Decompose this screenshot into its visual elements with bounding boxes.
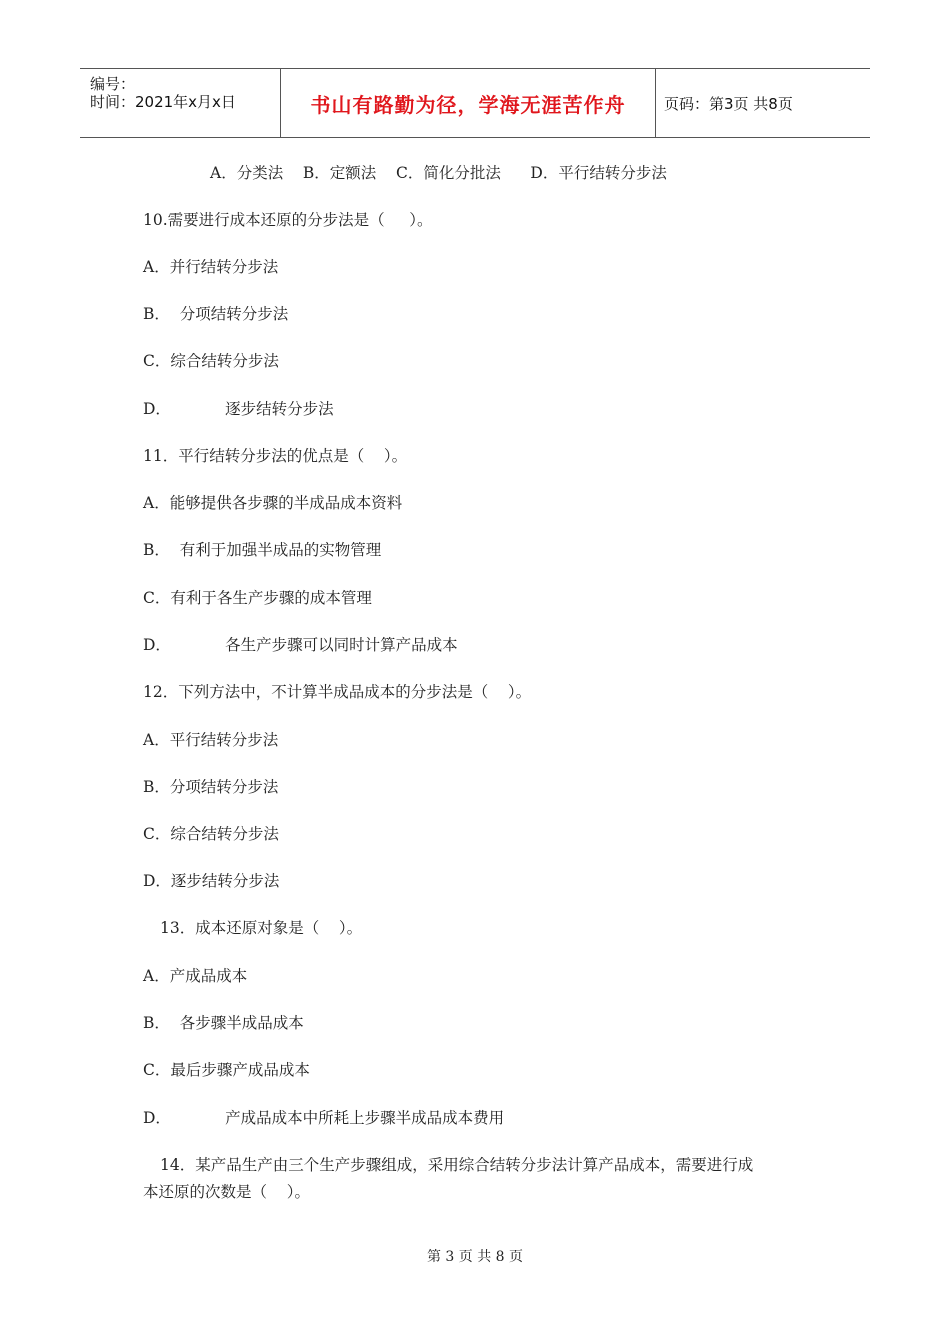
question-12: 12．下列方法中，不计算半成品成本的分步法是（ ）。 xyxy=(143,683,532,701)
code-label: 编号： xyxy=(90,75,136,93)
option-10b: B． 分项结转分步法 xyxy=(143,305,289,323)
question-11: 11．平行结转分步法的优点是（ ）。 xyxy=(143,447,408,465)
option-12c: C．综合结转分步法 xyxy=(143,825,279,843)
header-motto-cell xyxy=(280,69,656,137)
option-11d: D． 各生产步骤可以同时计算产品成本 xyxy=(143,636,458,654)
page-label: 页码：第3页 共8页 xyxy=(664,95,793,113)
option-13d: D． 产成品成本中所耗上步骤半成品成本费用 xyxy=(143,1109,505,1127)
options-line-q9: A．分类法 B．定额法 C．简化分批法 D．平行结转分步法 xyxy=(210,164,667,182)
option-13c: C．最后步骤产成品成本 xyxy=(143,1061,310,1079)
option-13b: B． 各步骤半成品成本 xyxy=(143,1014,304,1032)
question-13: 13．成本还原对象是（ ）。 xyxy=(160,919,363,937)
option-12b: B．分项结转分步法 xyxy=(143,778,279,796)
question-10: 10.需要进行成本还原的分步法是（ ）。 xyxy=(143,211,433,229)
option-12a: A．平行结转分步法 xyxy=(143,731,279,749)
option-10d: D． 逐步结转分步法 xyxy=(143,400,334,418)
option-11c: C．有利于各生产步骤的成本管理 xyxy=(143,589,372,607)
option-11a: A．能够提供各步骤的半成品成本资料 xyxy=(143,494,403,512)
option-10a: A．并行结转分步法 xyxy=(143,258,279,276)
option-11b: B． 有利于加强半成品的实物管理 xyxy=(143,541,382,559)
question-14-line2: 本还原的次数是（ ）。 xyxy=(143,1183,310,1201)
page-header xyxy=(80,68,870,138)
header-page-cell xyxy=(654,69,870,137)
time-label: 时间：2021年x月x日 xyxy=(90,93,236,111)
option-13a: A．产成品成本 xyxy=(143,967,248,985)
motto-text: 书山有路勤为径，学海无涯苦作舟 xyxy=(310,93,626,117)
option-10c: C．综合结转分步法 xyxy=(143,352,279,370)
header-info-cell xyxy=(80,69,280,137)
option-12d: D．逐步结转分步法 xyxy=(143,872,280,890)
page-footer: 第 3 页 共 8 页 xyxy=(426,1249,524,1265)
question-14-line1: 14．某产品生产由三个生产步骤组成，采用综合结转分步法计算产品成本，需要进行成 xyxy=(160,1156,754,1174)
